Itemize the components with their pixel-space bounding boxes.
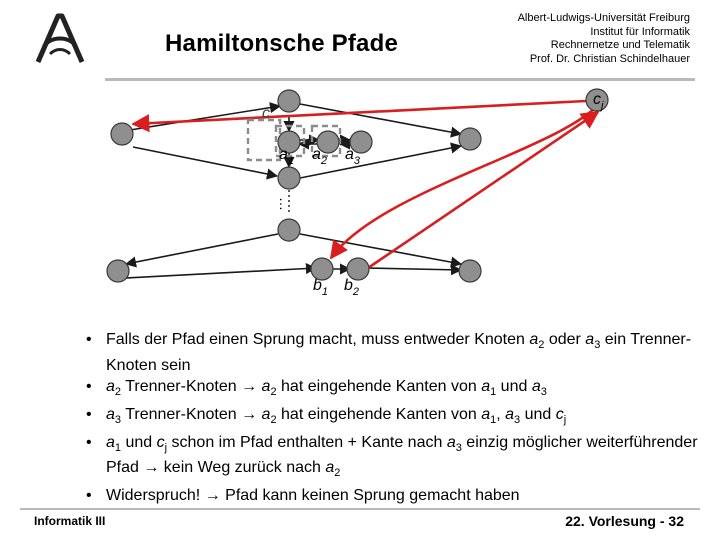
bullet-text-run: a (106, 405, 115, 423)
bullet-text-run: ein Trenner-Knoten sein (106, 331, 692, 374)
label-a2: $a_2$ (312, 146, 328, 167)
bullet-text-run: a (106, 378, 115, 396)
node-mid (278, 167, 300, 189)
bullet-text-run: a (529, 331, 539, 348)
bullet-text-run: Trenner-Knoten → (121, 378, 262, 396)
bullet-item (84, 377, 704, 403)
bullet-text-run: , (496, 405, 506, 423)
bullet-text-run: 2 (334, 467, 341, 480)
bullet-text-run: a (481, 378, 491, 396)
bullet-text-run: Widerspruch! → Pfad kann keinen Sprung gemacht haben (106, 486, 520, 504)
node-right-upper (459, 128, 481, 150)
red-edge (133, 101, 586, 124)
bullet-text-run: und (496, 378, 532, 396)
bullet-text-run: 3 (540, 386, 547, 399)
red-edge (368, 112, 598, 268)
bullet-dot: • (86, 486, 92, 504)
bullet-text-run: 2 (270, 414, 277, 427)
bullet-text-run: a (261, 405, 271, 423)
label-cj: $c_j$ (593, 91, 604, 112)
bullet-dot: • (86, 378, 92, 396)
bullet-text-run: a (446, 433, 456, 451)
label-a1: $a_1$ (279, 146, 295, 167)
footer-slide-number: 22. Vorlesung - 32 (565, 513, 684, 529)
highlighted-path (133, 101, 601, 268)
bullet-text-run: a (106, 433, 115, 451)
bullet-text-run: j (164, 441, 168, 454)
bullet-text-run: 1 (490, 386, 497, 399)
footer-divider (20, 508, 700, 510)
institute-line: Rechnernetze und Telematik (550, 39, 690, 51)
label-a3: $a_3$ (345, 146, 361, 167)
label-b2: $b_2$ (344, 277, 360, 298)
bullet-list (84, 330, 704, 507)
red-edge (331, 102, 601, 258)
bullet-text-run: Trenner-Knoten → (121, 405, 262, 423)
label-b1: $b_1$ (313, 277, 329, 298)
bullet-text-run: c (555, 405, 564, 423)
bullet-text-run: a (325, 459, 335, 477)
bullet-text-run: 3 (594, 339, 601, 352)
bullet-text-run: 3 (514, 414, 521, 427)
node-left-upper (111, 123, 133, 145)
edge (126, 268, 316, 278)
bullet-text-run: und (121, 433, 157, 451)
label-c: c (262, 105, 270, 122)
bullet-text-run: 3 (455, 441, 462, 454)
bullet-text-run: a (531, 378, 541, 396)
node-right-lower (459, 260, 481, 282)
bullet-text-run: j (563, 414, 567, 427)
footer-course: Informatik III (34, 514, 106, 528)
bullet-text-run: 2 (538, 339, 545, 352)
bullet-text-run: 3 (114, 414, 122, 427)
bullet-dot: • (86, 331, 92, 348)
bullet-text-run: c (156, 433, 165, 451)
page-title: Hamiltonsche Pfade (165, 30, 398, 57)
bullet-text-run: a (585, 331, 595, 348)
edge (133, 147, 277, 176)
bullet-text-run: 2 (114, 386, 122, 399)
edge (366, 268, 461, 270)
graph-edges (126, 104, 461, 278)
bullet-item (84, 433, 704, 484)
bullet-text-run: a (505, 405, 515, 423)
bullet-dot: • (86, 405, 92, 423)
bullet-text-run: schon im Pfad enthalten + Kante nach (167, 433, 447, 451)
edge (126, 234, 278, 264)
node-left-lower (107, 260, 129, 282)
institute-line: Albert-Ludwigs-Universität Freiburg (517, 12, 690, 24)
institute-line: Prof. Dr. Christian Schindelhauer (529, 52, 690, 65)
bullet-text-run: Falls der Pfad einen Sprung macht, muss entweder Knoten (106, 331, 530, 348)
bullet-item (84, 486, 704, 506)
node-top (278, 90, 300, 112)
label-ellipsis: … (277, 197, 293, 211)
node-lower-chain (278, 219, 300, 241)
bullet-text-run: a (261, 378, 271, 396)
bullet-dot: • (86, 433, 92, 451)
bullet-text-run: a (481, 405, 491, 423)
bullet-text-run: 2 (270, 386, 277, 399)
bullet-text-run: oder (544, 331, 586, 348)
institute-line: Institut für Informatik (590, 25, 690, 38)
bullet-text-run: 1 (114, 441, 122, 454)
bullet-item (84, 330, 704, 375)
bullet-text-run: und (520, 405, 556, 423)
bullet-text-run: 1 (490, 414, 497, 427)
bullet-text-run: hat eingehende Kanten von (276, 405, 482, 423)
bullet-item (84, 405, 704, 431)
bullet-text-run: einzig möglicher weiterführender Pfad → kein Weg zurück nach (106, 433, 698, 477)
bullet-text-run: hat eingehende Kanten von (276, 378, 482, 396)
